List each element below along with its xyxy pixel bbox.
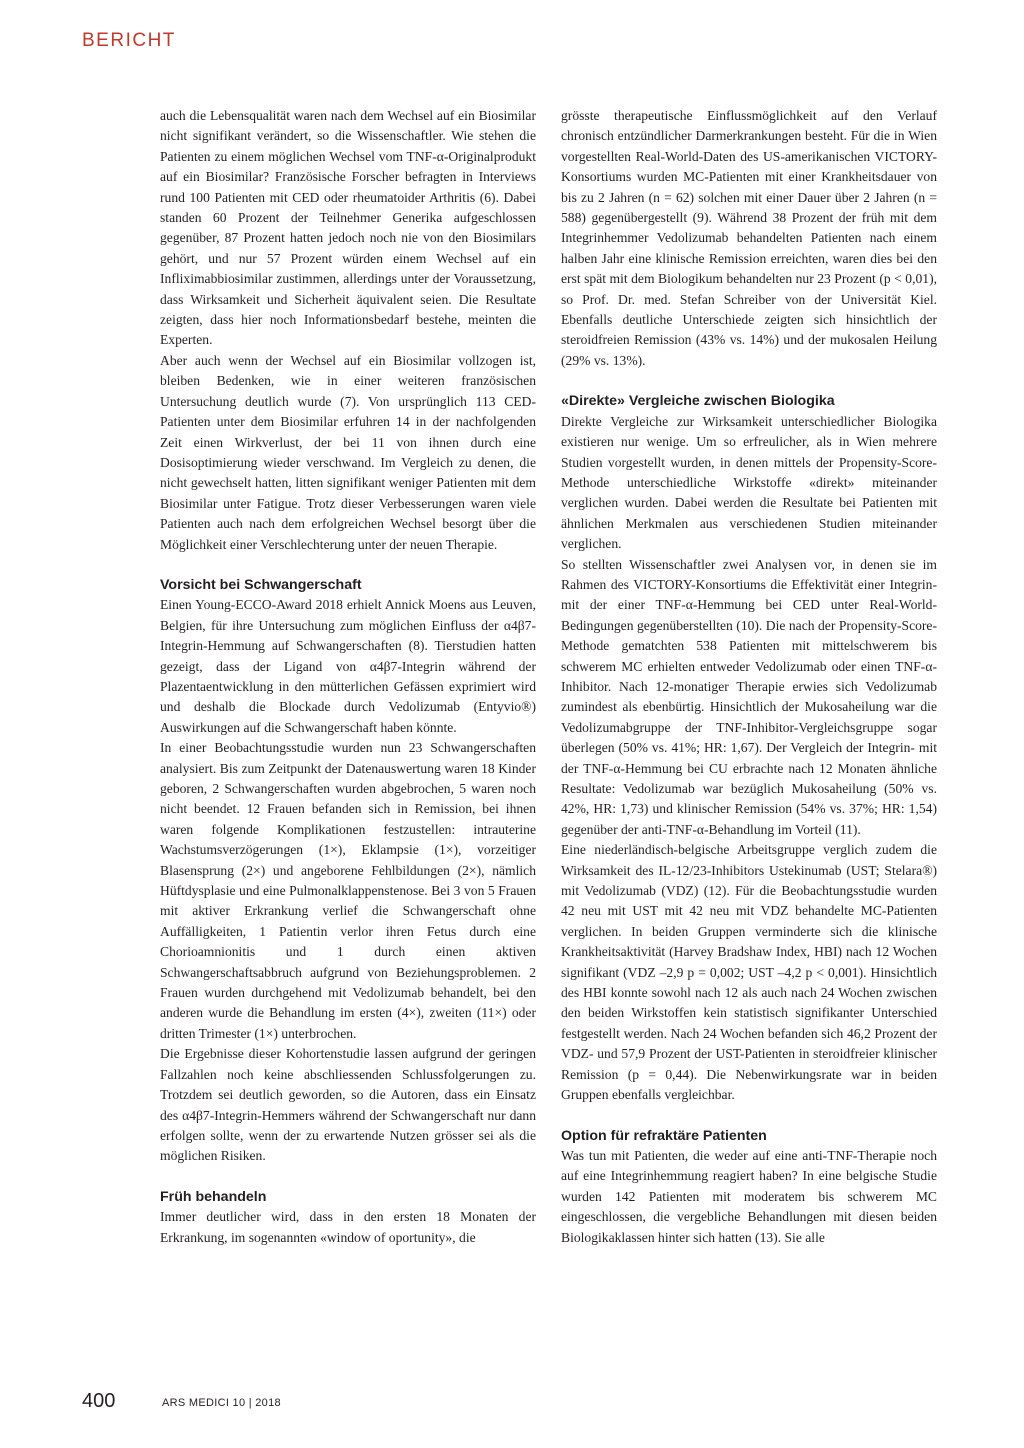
body-paragraph: auch die Lebensqualität waren nach dem Wechsel auf ein Biosimilar nicht signifikant verändert, so die Wissenschaftler. Wie stehen die Patienten zu einem möglichen Wechsel vom TNF-α-Originalprodukt auf ein Biosimilar? Französische Forscher befragten in Interviews rund 100 Patienten mit CED oder rheumatoider Arthritis (6). Dabei standen 60 Prozent der Teilnehmer Generika aufgeschlossen gegenüber, 87 Prozent hatten jedoch noch nie von den Biosimilars gehört, und nur 57 Prozent würden einem Wechsel auf ein Infliximabbiosimilar zustimmen, allerdings unter der Voraussetzung, dass Wirksamkeit und Sicherheit äquivalent seien. Die Resultate zeigten, dass hier noch Informationsbedarf bestehe, meinten die Experten.: [160, 108, 536, 348]
section-heading: Früh behandeln: [160, 1188, 267, 1205]
body-paragraph: Die Ergebnisse dieser Kohortenstudie lassen aufgrund der geringen Fallzahlen noch keine abschliessenden Schlussfolgerungen zu. Trotzdem sei deutlich geworden, so die Autoren, dass ein Einsatz des α4β7-Integrin-Hemmers während der Schwangerschaft nur dann erfolgen sollte, wenn der zu erwartende Nutzen grösser sei als die möglichen Risiken.: [160, 1046, 536, 1164]
section-label: BERICHT: [82, 30, 176, 51]
body-paragraph: Eine niederländisch-belgische Arbeitsgruppe verglich zudem die Wirksamkeit des IL-12/23-Inhibitors Ustekinumab (UST; Stelara®) mit Vedolizumab (VDZ) (12). Für die Beobachtungsstudie wurden 42 neu mit UST mit 42 neu mit VDZ behandelte MC-Patienten verglichen. In beiden Gruppen verminderte sich die klinische Krankheitsaktivität (Harvey Bradshaw Index, HBI) nach 12 Wochen signifikant (VDZ –2,9 p = 0,002; UST –4,2 p < 0,001). Hinsichtlich des HBI konnte sowohl nach 12 als auch nach 24 Wochen zwischen den beiden Wirkstoffen kein statistisch signifikanter Unterschied festgestellt werden. Nach 24 Wochen befanden sich 46,2 Prozent der VDZ- und 57,9 Prozent der UST-Patienten in steroidfreier klinischer Remission (p = 0,44). Die Nebenwirkungsrate war in beiden Gruppen ebenfalls vergleichbar.: [561, 842, 937, 1103]
journal-issue: ARS MEDICI 10 | 2018: [162, 1397, 281, 1409]
body-paragraph: Einen Young-ECCO-Award 2018 erhielt Annick Moens aus Leuven, Belgien, für ihre Untersuchung zum möglichen Einfluss der α4β7-Integrin-Hemmung auf Schwangerschaften (8). Tierstudien hatten gezeigt, dass der Ligand von α4β7-Integrin während der Plazentaentwicklung in den mütterlichen Gefässen exprimiert wird und deshalb die Blockade durch Vedolizumab (Entyvio®) Auswirkungen auf die Schwangerschaft haben könnte.: [160, 597, 536, 735]
body-paragraph: Was tun mit Patienten, die weder auf eine anti-TNF-Therapie noch auf eine Integrinhemmung reagiert haben? In eine belgische Studie wurden 142 Patienten mit moderatem bis schwerem MC eingeschlossen, die vergebliche Behandlungen mit diesen beiden Biologikaklassen hinter sich hatten (13). Sie alle: [561, 1147, 937, 1245]
body-paragraph: Immer deutlicher wird, dass in den ersten 18 Monaten der Erkrankung, im sogenannten «window of oportunity», die: [160, 1209, 536, 1245]
body-paragraph: In einer Beobachtungsstudie wurden nun 23 Schwangerschaften analysiert. Bis zum Zeitpunkt der Datenauswertung waren 18 Kinder geboren, 2 Schwangerschaften wurden abgebrochen, 5 waren noch nicht beendet. 12 Frauen befanden sich in Remission, bei ihnen waren folgende Komplikationen festzustellen: intrauterine Wachstumsverzögerungen (1×), Eklampsie (1×), vorzeitiger Blasensprung (2×) und angeborene Fehlbildungen (2×), nämlich Hüftdysplasie und eine Pulmonalklappenstenose. Bei 3 von 5 Frauen mit aktiver Erkrankung verlief die Schwangerschaft ohne Auffälligkeiten, 1 Patientin verlor ihren Fetus durch eine Chorioamnionitis und 1 durch einen aktiven Schwangerschaftsabbruch aufgrund von Beziehungsproblemen. 2 Frauen wurden durchgehend mit Vedolizumab behandelt, bei den anderen wurde die Behandlung im ersten (4×), zweiten (11×) oder dritten Trimester (1×) unterbrochen.: [160, 740, 536, 1041]
section-heading: Vorsicht bei Schwangerschaft: [160, 576, 362, 593]
right-column: [561, 106, 937, 1248]
page-number: 400: [82, 1390, 116, 1412]
section-heading: «Direkte» Vergleiche zwischen Biologika: [561, 393, 835, 410]
left-column: [160, 106, 536, 1248]
body-paragraph: Direkte Vergleiche zur Wirksamkeit unterschiedlicher Biologika existieren nur wenige. Um so erfreulicher, als in Wien mehrere Studien vorgestellt wurden, in denen mittels der Propensity-Score-Methode unterschiedliche Wirkstoffe «direkt» miteinander verglichen wurden. Dabei werden die Resultate bei Patienten mit ähnlichen Merkmalen aus verschiedenen Studien miteinander verglichen.: [561, 413, 937, 552]
section-heading: Option für refraktäre Patienten: [561, 1127, 767, 1144]
body-paragraph: grösste therapeutische Einflussmöglichkeit auf den Verlauf chronisch entzündlicher Darmerkrankungen besteht. Für die in Wien vorgestellten Real-World-Daten des US-amerikanischen VICTORY-Konsortiums wurden MC-Patienten mit einer Krankheitsdauer von bis zu 2 Jahren (n = 62) solchen mit einer Dauer über 2 Jahren (n = 588) gegenübergestellt (9). Während 38 Prozent der früh mit dem Integrinhemmer Vedolizumab behandelten Patienten nach einem halben Jahr eine klinische Remission erreichten, waren dies bei den erst spät mit dem Biologikum behandelten nur 23 Prozent (p < 0,01), so Prof. Dr. med. Stefan Schreiber von der Universität Kiel. Ebenfalls deutliche Unterschiede zeigten sich hinsichtlich der steroidfreien Remission (43% vs. 14%) und der mukosalen Heilung (29% vs. 13%).: [561, 108, 937, 368]
body-paragraph: So stellten Wissenschaftler zwei Analysen vor, in denen sie im Rahmen des VICTORY-Konsortiums die Effektivität einer Integrin- mit der einer TNF-α-Hemmung bei CED unter Real-World-Bedingungen gegenüberstellten (10). Die nach der Propensity-Score-Methode gematchten 538 Patienten mit mittelschwerem bis schwerem MC erhielten entweder Vedolizumab oder einen TNF-α-Inhibitor. Nach 12-monatiger Therapie erwies sich Vedolizumab zumindest als ebenbürtig. Hinsichtlich der Mukosaheilung war die Vedolizumabgruppe der TNF-Inhibitor-Vergleichsgruppe sogar überlegen (50% vs. 41%; HR: 1,67). Der Vergleich der Integrin- mit der TNF-α-Hemmung bei CU erbrachte nach 12 Monaten ähnliche Resultate: Vedolizumab war bezüglich Mukosaheilung (50% vs. 42%, HR: 1,73) und klinischer Remission (54% vs. 37%; HR: 1,54) gegenüber der anti-TNF-α-Behandlung im Vorteil (11).: [561, 556, 937, 837]
body-paragraph: Aber auch wenn der Wechsel auf ein Biosimilar vollzogen ist, bleiben Bedenken, wie in einer weiteren französischen Untersuchung deutlich wurde (7). Von ursprünglich 113 CED-Patienten unter dem Biosimilar erfuhren 14 in der nachfolgenden Zeit einen Wirkverlust, der bei 11 von ihnen durch eine Dosisoptimierung wieder verschwand. Im Vergleich zu denen, die nicht gewechselt hatten, litten signifikant weniger Patienten mit dem Biosimilar unter Fatigue. Trotz dieser Verbesserungen waren viele Patienten auch nach dem erfolgreichen Wechsel besorgt über die Möglichkeit einer Verschlechterung unter der neuen Therapie.: [160, 352, 536, 552]
